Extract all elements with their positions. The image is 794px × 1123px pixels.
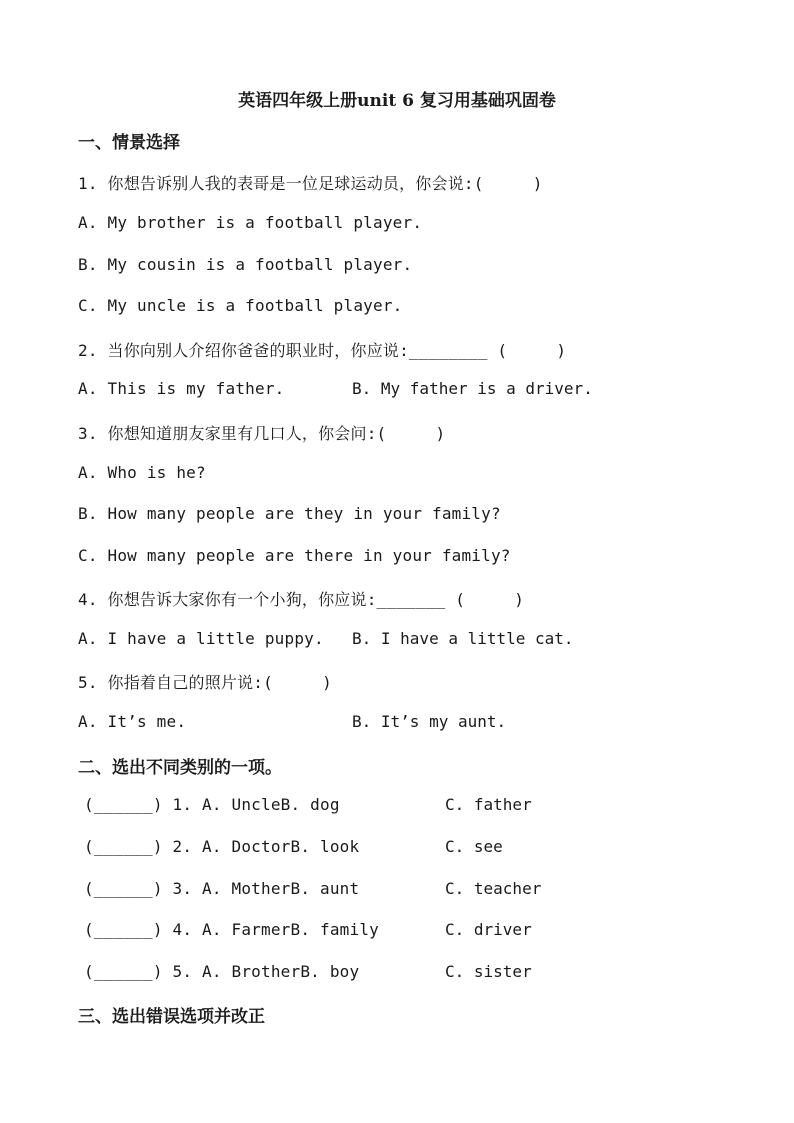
q3-option-a: A. Who is he? (78, 463, 206, 482)
q1-stem: 1. 你想告诉别人我的表哥是一位足球运动员，你会说:( ) (78, 174, 543, 193)
s2-item-5: (______) 5. A. BrotherB. boy (84, 962, 360, 981)
q4-stem: 4. 你想告诉大家你有一个小狗，你应说:_______ ( ) (78, 590, 525, 609)
q4-option-b: B. I have a little cat. (352, 629, 574, 648)
q5-option-a: A. It’s me. (78, 712, 187, 731)
s2-item-3-option-c: C. teacher (445, 879, 542, 898)
page-title: 英语四年级上册unit 6 复习用基础巩固卷 (238, 91, 556, 111)
q3-option-b: B. How many people are they in your family? (78, 504, 501, 523)
s2-item-3: (______) 3. A. MotherB. aunt (84, 879, 360, 898)
q4-option-a: A. I have a little puppy. (78, 629, 324, 648)
section3-heading: 三、选出错误选项并改正 (78, 1007, 265, 1027)
q1-option-a: A. My brother is a football player. (78, 213, 423, 232)
section2-heading: 二、选出不同类别的一项。 (78, 758, 282, 778)
section1-heading: 一、情景选择 (78, 133, 180, 153)
q2-option-b: B. My father is a driver. (352, 379, 593, 398)
q1-option-c: C. My uncle is a football player. (78, 296, 403, 315)
q1-option-b: B. My cousin is a football player. (78, 255, 413, 274)
s2-item-1: (______) 1. A. UncleB. dog (84, 795, 340, 814)
s2-item-4: (______) 4. A. FarmerB. family (84, 920, 379, 939)
q3-stem: 3. 你想知道朋友家里有几口人，你会问:( ) (78, 424, 446, 443)
q5-option-b: B. It’s my aunt. (352, 712, 507, 731)
s2-item-2-option-c: C. see (445, 837, 503, 856)
q5-stem: 5. 你指着自己的照片说:( ) (78, 673, 332, 692)
s2-item-2: (______) 2. A. DoctorB. look (84, 837, 360, 856)
s2-item-1-option-c: C. father (445, 795, 532, 814)
s2-item-5-option-c: C. sister (445, 962, 532, 981)
s2-item-4-option-c: C. driver (445, 920, 532, 939)
q3-option-c: C. How many people are there in your family? (78, 546, 511, 565)
q2-option-a: A. This is my father. (78, 379, 285, 398)
q2-stem: 2. 当你向别人介绍你爸爸的职业时，你应说:________ ( ) (78, 341, 567, 360)
